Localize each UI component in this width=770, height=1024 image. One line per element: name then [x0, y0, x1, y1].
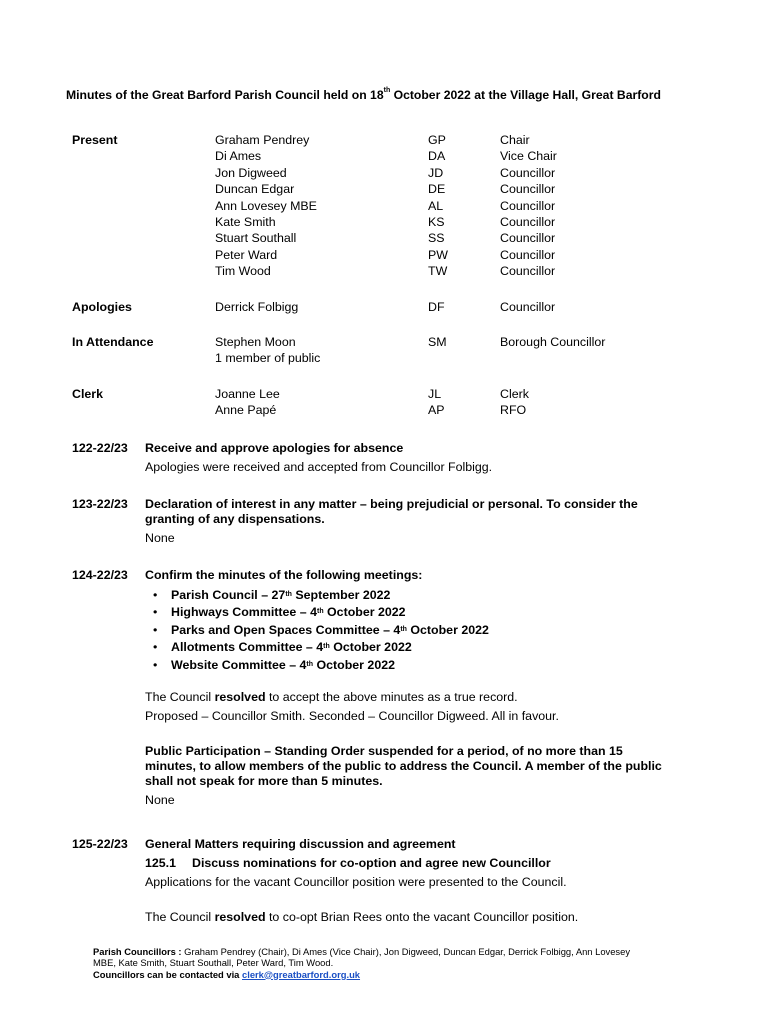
- clerk-email-link[interactable]: clerk@greatbarford.org.uk: [242, 968, 361, 980]
- minute-heading: Confirm the minutes of the following meetings:: [145, 568, 423, 582]
- list-item: • Website Committee – 4th October 2022: [145, 657, 672, 674]
- footer-label: Parish Councillors :: [93, 946, 185, 957]
- list-item: • Parks and Open Spaces Committee – 4th October 2022: [145, 622, 672, 639]
- minute-item-122: [72, 441, 672, 479]
- public-participation-heading: Public Participation – Standing Order suspended for a period, of no more than 15 minutes, to allow members of the public to address the Council. A member of the public shall not speak for more than 5 minutes.: [145, 744, 662, 789]
- minute-item-125: [72, 837, 672, 929]
- minute-heading: Declaration of interest in any matter – being prejudicial or personal. To consider the granting of any dispensations.: [145, 497, 638, 526]
- minute-text: Apologies were received and accepted from Councillor Folbigg.: [145, 460, 493, 474]
- list-item: • Highways Committee – 4th October 2022: [145, 604, 672, 621]
- minute-number: 124-22/23: [72, 568, 128, 582]
- list-item: • Parish Council – 27th September 2022: [145, 587, 672, 604]
- page-footer: [93, 946, 653, 980]
- footer-councillors: Graham Pendrey (Chair), Di Ames (Vice Chair), Jon Digweed, Duncan Edgar, Derrick Folbigg, Ann Lovesey MBE, Kate Smith, Stuart Southall, Peter Ward, Tim Wood.: [93, 946, 631, 969]
- footer-contact-label: Councillors can be contacted via: [93, 968, 242, 980]
- resolution-text: The Council resolved to co-opt Brian Rees onto the vacant Councillor position.: [145, 910, 579, 924]
- sub-item-heading: 125.1 Discuss nominations for co-option and agree new Councillor: [145, 856, 551, 870]
- resolution-text: The Council resolved to accept the above minutes as a true record.: [145, 690, 518, 705]
- minute-text: None: [145, 531, 175, 545]
- proposal-text: Proposed – Councillor Smith. Seconded – Councillor Digweed. All in favour.: [145, 709, 559, 724]
- minute-number: 125-22/23: [72, 837, 128, 851]
- minute-text: Applications for the vacant Councillor position were presented to the Council.: [145, 875, 567, 889]
- minute-item-123: [72, 497, 672, 550]
- minute-heading: Receive and approve apologies for absence: [145, 441, 404, 455]
- minute-item-124: [72, 568, 672, 812]
- meetings-list: [145, 587, 672, 674]
- minute-number: 122-22/23: [72, 441, 128, 455]
- minute-heading: General Matters requiring discussion and agreement: [145, 837, 456, 851]
- minute-number: 123-22/23: [72, 497, 128, 511]
- public-participation-text: None: [145, 793, 175, 808]
- list-item: • Allotments Committee – 4th October 2022: [145, 639, 672, 656]
- document-title: Minutes of the Great Barford Parish Council held on 18th October 2022 at the Village Hall, Great Barford: [66, 87, 661, 102]
